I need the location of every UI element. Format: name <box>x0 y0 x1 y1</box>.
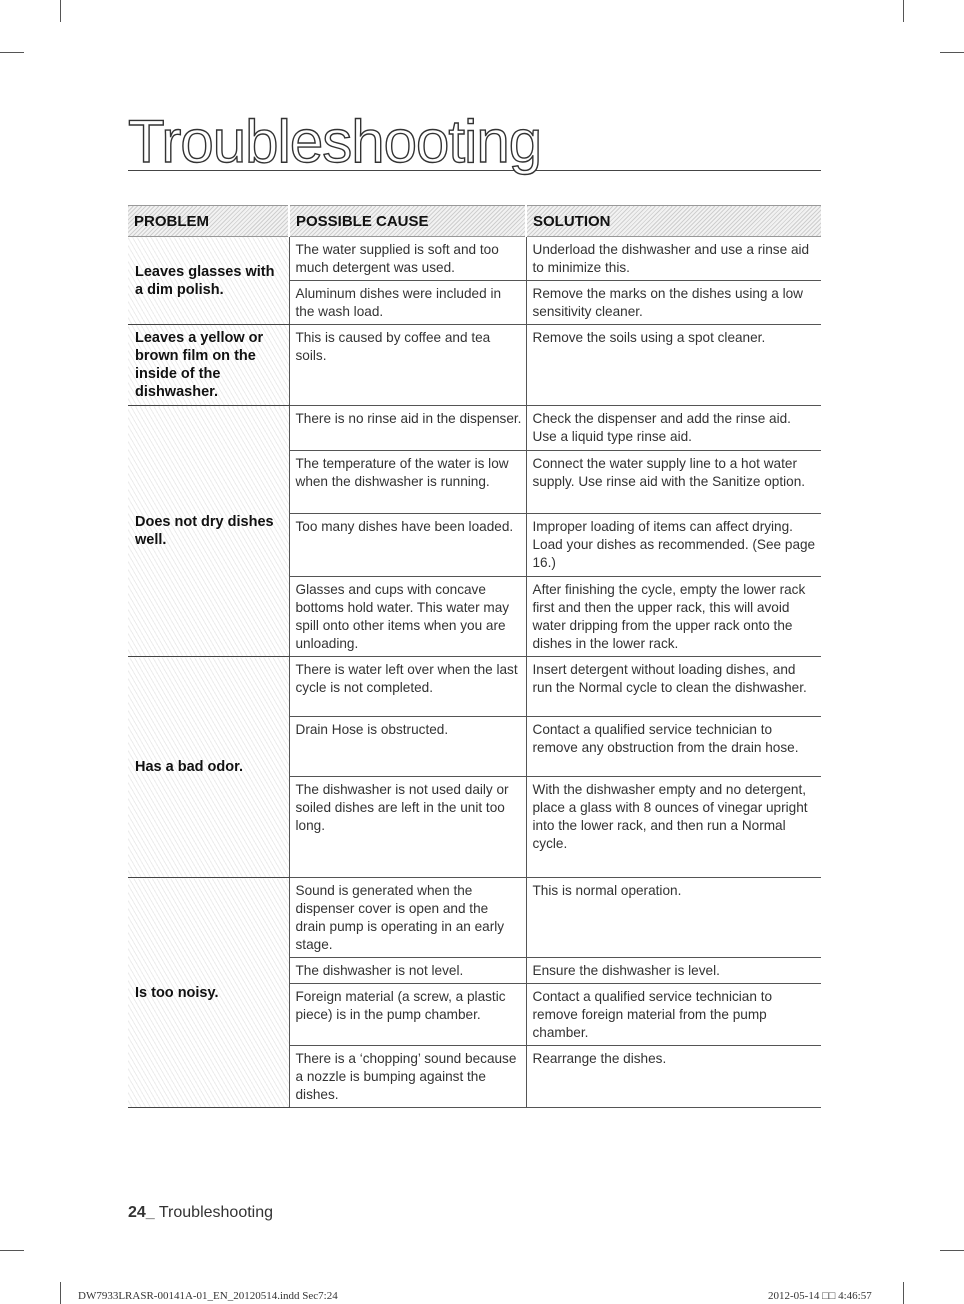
table-row <box>128 237 821 281</box>
crop-mark <box>903 1282 904 1304</box>
print-slug-time: 4:46:57 <box>838 1290 872 1302</box>
problem-cell: Leaves glasses with a dim polish. <box>128 237 289 325</box>
print-slug-date: 2012-05-14 <box>768 1290 820 1302</box>
solution-cell: Insert detergent without loading dishes, and run the Normal cycle to clean the dishwasher. <box>526 657 821 717</box>
problem-cell: Has a bad odor. <box>128 657 289 878</box>
troubleshooting-table <box>128 205 821 1108</box>
print-slug-marks: □□ <box>822 1290 836 1302</box>
crop-mark <box>940 52 964 53</box>
solution-cell: With the dishwasher empty and no detergent, place a glass with 8 ounces of vinegar upright into the lower rack, and then run a Normal cycle. <box>526 777 821 878</box>
page-number: 24_ <box>128 1204 155 1221</box>
page-footer <box>128 1204 273 1222</box>
print-slug-file: DW7933LRASR-00141A-01_EN_20120514.indd Sec7:24 <box>78 1290 338 1302</box>
cause-cell: Drain Hose is obstructed. <box>289 717 526 777</box>
crop-mark <box>903 0 904 22</box>
table-row <box>128 325 821 406</box>
solution-cell: Check the dispenser and add the rinse aid. Use a liquid type rinse aid. <box>526 406 821 451</box>
solution-cell: Underload the dishwasher and use a rinse aid to minimize this. <box>526 237 821 281</box>
solution-cell: Contact a qualified service technician to remove foreign material from the pump chamber. <box>526 984 821 1046</box>
problem-cell: Does not dry dishes well. <box>128 406 289 657</box>
page-title-text: Troubleshooting <box>128 108 542 175</box>
page-title <box>128 108 821 175</box>
table-row <box>128 878 821 958</box>
crop-mark <box>60 1282 61 1304</box>
cause-cell: Sound is generated when the dispenser cover is open and the drain pump is operating in an early stage. <box>289 878 526 958</box>
solution-cell: Remove the marks on the dishes using a low sensitivity cleaner. <box>526 281 821 325</box>
crop-mark <box>60 0 61 22</box>
solution-cell: Contact a qualified service technician to remove any obstruction from the drain hose. <box>526 717 821 777</box>
solution-cell: Ensure the dishwasher is level. <box>526 958 821 984</box>
cause-cell: Foreign material (a screw, a plastic piece) is in the pump chamber. <box>289 984 526 1046</box>
problem-cell: Leaves a yellow or brown film on the inside of the dishwasher. <box>128 325 289 406</box>
cause-cell: The dishwasher is not used daily or soiled dishes are left in the unit too long. <box>289 777 526 878</box>
cause-cell: This is caused by coffee and tea soils. <box>289 325 526 406</box>
solution-cell: Connect the water supply line to a hot water supply. Use rinse aid with the Sanitize option. <box>526 451 821 514</box>
table-header-row <box>128 206 821 237</box>
cause-cell: Glasses and cups with concave bottoms hold water. This water may spill onto other items when you are unloading. <box>289 577 526 657</box>
cause-cell: Too many dishes have been loaded. <box>289 514 526 577</box>
problem-cell: Is too noisy. <box>128 878 289 1108</box>
solution-cell: After finishing the cycle, empty the lower rack first and then the upper rack, this will avoid water dripping from the upper rack onto the dishes in the lower rack. <box>526 577 821 657</box>
cause-cell: The temperature of the water is low when the dishwasher is running. <box>289 451 526 514</box>
solution-cell: Improper loading of items can affect drying. Load your dishes as recommended. (See page 16.) <box>526 514 821 577</box>
table-row <box>128 657 821 717</box>
solution-cell: Remove the soils using a spot cleaner. <box>526 325 821 406</box>
cause-cell: The water supplied is soft and too much detergent was used. <box>289 237 526 281</box>
print-slug-datetime <box>768 1290 872 1302</box>
cause-cell: Aluminum dishes were included in the wash load. <box>289 281 526 325</box>
footer-section: Troubleshooting <box>158 1204 274 1221</box>
table-row <box>128 406 821 451</box>
crop-mark <box>0 1250 24 1251</box>
cause-cell: There is water left over when the last cycle is not completed. <box>289 657 526 717</box>
crop-mark <box>940 1250 964 1251</box>
header-solution: SOLUTION <box>526 206 821 237</box>
header-problem: PROBLEM <box>128 206 289 237</box>
solution-cell: This is normal operation. <box>526 878 821 958</box>
cause-cell: There is a ‘chopping’ sound because a nozzle is bumping against the dishes. <box>289 1046 526 1108</box>
cause-cell: There is no rinse aid in the dispenser. <box>289 406 526 451</box>
crop-mark <box>0 52 24 53</box>
solution-cell: Rearrange the dishes. <box>526 1046 821 1108</box>
cause-cell: The dishwasher is not level. <box>289 958 526 984</box>
header-cause: POSSIBLE CAUSE <box>289 206 526 237</box>
